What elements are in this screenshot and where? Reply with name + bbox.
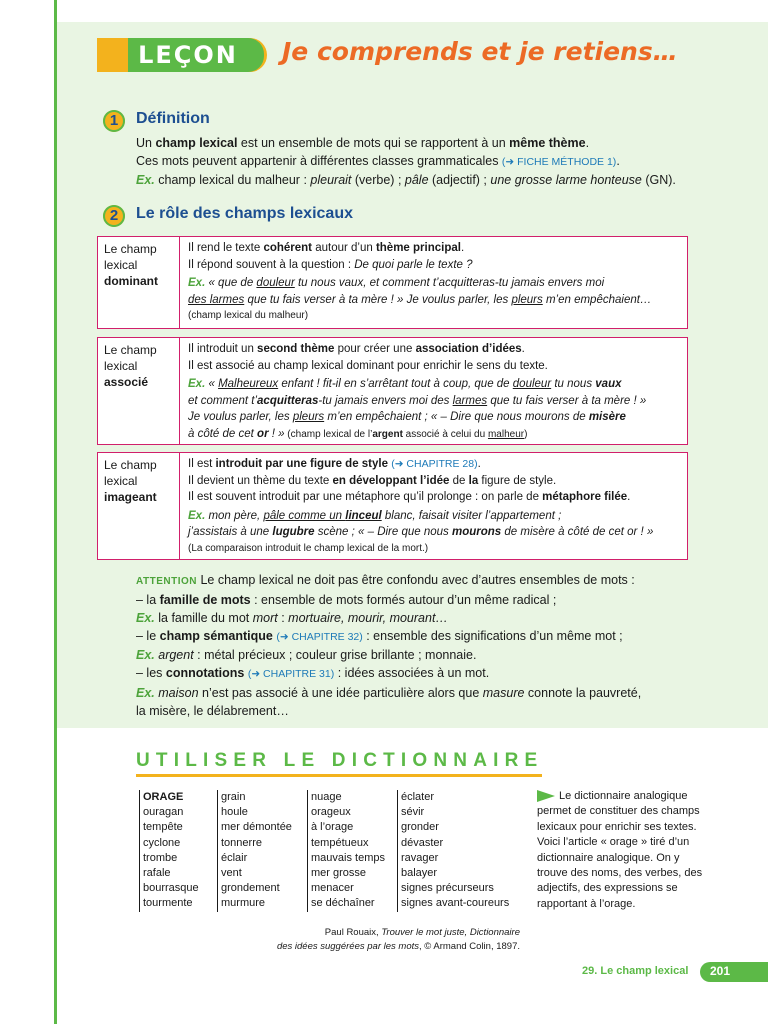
box-divider	[179, 453, 180, 559]
dictionary-title-underline	[136, 774, 542, 777]
box-label-associe: Le champ lexical associé	[104, 343, 157, 389]
box-imageant	[97, 452, 688, 560]
box-label-dominant: Le champ lexical dominant	[104, 242, 158, 288]
section-title-role: Le rôle des champs lexicaux	[136, 205, 353, 222]
section-title-definition: Définition	[136, 110, 210, 127]
chapitre-28-ref: (➜ CHAPITRE 28)	[391, 458, 478, 470]
lesson-title: Je comprends et je retiens…	[282, 37, 678, 66]
box-divider	[179, 237, 180, 328]
word-column-4: éclater sévir gronder dévaster ravager balayer signes précurseurs signes avant-coureurs	[397, 790, 509, 912]
box-body-dominant: Il rend le texte cohérent autour d’un thème principal. Il répond souvent à la question : De quoi parle le texte ? Ex. « que de douleur tu nous vaux, et comment t’acquitteras-tu jamais envers moi des larmes que tu fais verser à ta mère ! » Je voulus parler, les pleurs m’en empêchaient… (champ lexical du malheur)	[188, 242, 652, 321]
box-divider	[179, 338, 180, 444]
box-dominant	[97, 236, 688, 329]
word-column-2: grain houle mer démontée tonnerre éclair vent grondement murmure	[217, 790, 292, 912]
chapitre-31-ref: (➜ CHAPITRE 31)	[247, 668, 335, 681]
fiche-methode-ref: (➜ FICHE MÉTHODE 1)	[501, 156, 617, 168]
arrow-right-icon	[537, 790, 555, 802]
box-label-imageant: Le champ lexical imageant	[104, 458, 157, 504]
box-body-associe: Il introduit un second thème pour créer une association d’idées. Il est associé au champ lexical dominant pour enrichir le sens du texte. Ex. « Malheureux enfant ! fit-il en s’arrêtant tout à coup, que de douleur tu nous vaux et comment t’acquitteras-tu jamais envers moi des larmes que tu fais verser à ta mère ! » Je voulus parler, les pleurs m’en empêchaient ; « – Dire que nous mourons de misère à côté de cet or ! » (champ lexical de l’argent associé à celui du malheur)	[188, 343, 647, 440]
dictionary-title: UTILISER LE DICTIONNAIRE	[136, 750, 544, 771]
source-credit: Paul Rouaix, Trouver le mot juste, Dictionnaire des idées suggérées par les mots, © Armand Colin, 1897.	[276, 927, 520, 952]
section-number-1: 1	[103, 110, 125, 132]
word-column-3: nuage orageux à l’orage tempétueux mauvais temps mer grosse menacer se déchaîner	[307, 790, 385, 912]
box-body-imageant: Il est introduit par une figure de style (➜ CHAPITRE 28). Il devient un thème du texte en développant l’idée de la figure de style. Il est souvent introduit par une métaphore qu’il prolonge : on parle de métaphore filée. Ex. mon père, pâle comme un linceul blanc, faisait visiter l’appartement ; j’assistais à une lugubre scène ; « – Dire que nous mourons de misère à côté de cet or ! » (La comparaison introduit le champ lexical de la mort.)	[188, 458, 654, 554]
definition-text: Un champ lexical est un ensemble de mots qui se rapportent à un même thème. Ces mots peuvent appartenir à différentes classes grammaticales (➜ FICHE MÉTHODE 1). Ex. champ lexical du malheur : pleurait (verbe) ; pâle (adjectif) ; une grosse larme honteuse (GN).	[136, 136, 676, 187]
word-column-1: ORAGE ouragan tempête cyclone trombe rafale bourrasque tourmente	[139, 790, 199, 912]
chapitre-32-ref: (➜ CHAPITRE 32)	[276, 631, 363, 644]
box-associe	[97, 337, 688, 445]
attention-label: ATTENTION	[136, 576, 197, 587]
lecon-badge-label: LEÇON	[138, 41, 238, 69]
section-number-2: 2	[103, 205, 125, 227]
page-number: 201	[710, 964, 731, 978]
attention-block: ATTENTION Le champ lexical ne doit pas être confondu avec d’autres ensembles de mots : – la famille de mots : ensemble de mots formés autour d’un même radical ; Ex. la famille du mot mort : mortuaire, mourir, mourant… – le champ sémantique (➜ CHAPITRE 32) : ensemble des significations d’un même mot ; Ex. argent : métal précieux ; couleur grise brillante ; monnaie. – les connotations (➜ CHAPITRE 31) : idées associées à un mot. Ex. maison n’est pas associé à une idée particulière alors que masure connote la pauvreté, la misère, le délabrement…	[136, 573, 642, 718]
dictionary-note: Le dictionnaire analogique permet de constituer des champs lexicaux pour enrichir ses textes. Voici l’article « orage » tiré d’un dictionnaire analogique. On y trouve des noms, des verbes, des adjectifs, des expressions se rapportant à l’orage.	[537, 790, 703, 910]
chapter-label: 29. Le champ lexical	[582, 965, 689, 977]
